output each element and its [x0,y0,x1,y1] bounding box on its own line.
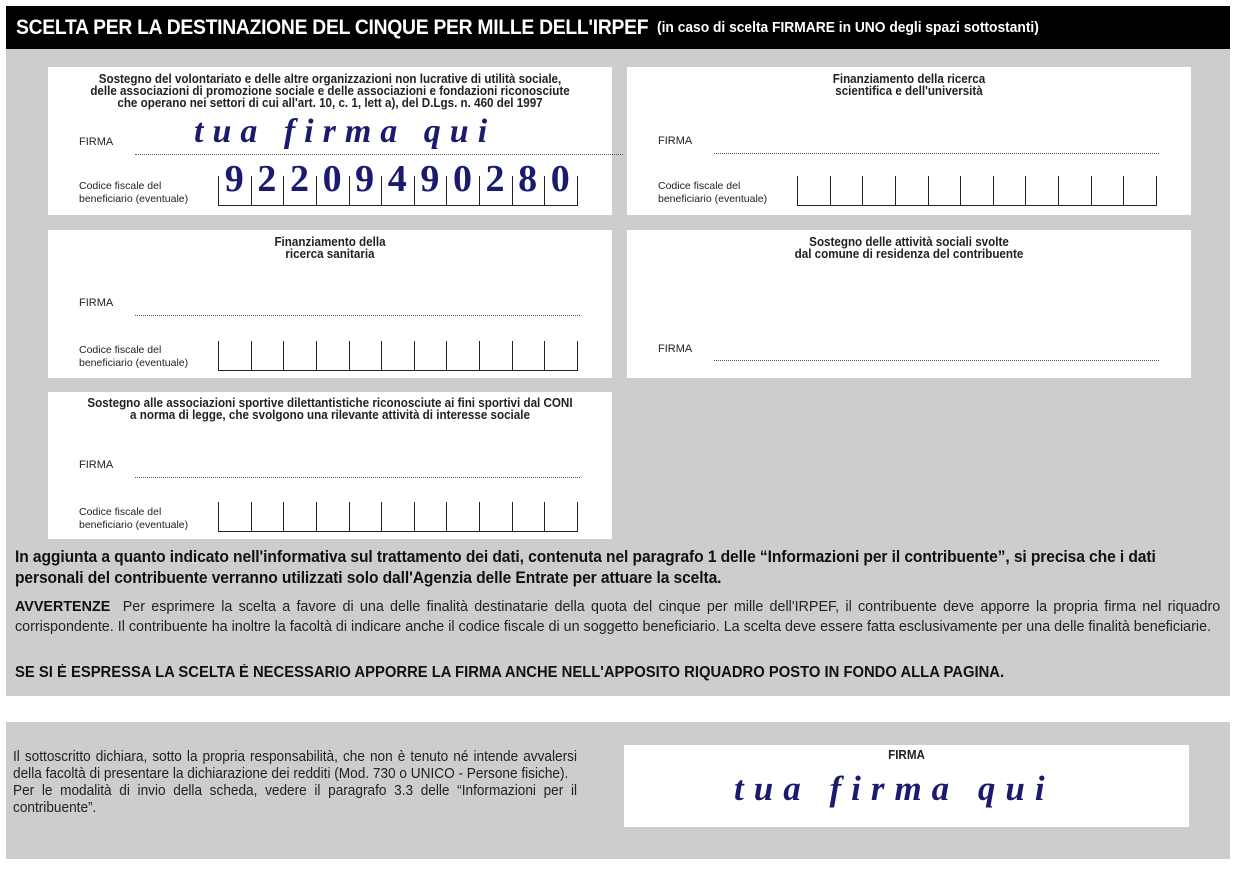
signature-warning: SE SI È ESPRESSA LA SCELTA È NECESSARIO APPORRE LA FIRMA ANCHE NELL'APPOSITO RIQUADRO POSTO IN FONDO ALLA PAGINA. [15,664,1005,681]
firma-label: FIRMA [79,297,114,309]
cf-digit: 2 [289,158,309,200]
final-firma-label: FIRMA [888,748,925,762]
avvertenze-paragraph [15,597,1220,636]
cf-label-line2: beneficiario (eventuale) [79,193,189,205]
cf-label-line2: beneficiario (eventuale) [658,193,768,205]
codice-fiscale-grid[interactable] [797,176,1157,206]
firma-label: FIRMA [79,459,114,471]
form-subtitle: (in caso di scelta FIRMARE in UNO degli spazi sottostanti) [657,19,1040,36]
privacy-info-text: In aggiunta a quanto indicato nell'informativa sul trattamento dei dati, contenuta nel paragrafo 1 delle “Informazioni per il contribuente”, si precisa che i dati personali del contribuente verranno utilizzati solo dall'Agenzia delle Entrate per attuare la scelta. [15,548,1156,587]
cf-label-line1: Codice fiscale del [79,506,162,518]
title-line: Finanziamento della [274,235,386,249]
signature-line[interactable] [714,359,1159,361]
title-line: delle associazioni di promozione sociale e delle associazioni e fondazioni riconosciute [90,84,570,98]
title-line: a norma di legge, che svolgono una rilevante attività di interesse sociale [130,408,530,422]
declaration-paragraph: Per le modalità di invio della scheda, vedere il paragrafo 3.3 delle “Informazioni per il contribuente”. [13,783,577,816]
signature-line[interactable] [135,153,623,155]
firma-label: FIRMA [658,135,693,147]
codice-fiscale-grid[interactable] [218,341,578,371]
cf-digit: 2 [257,158,277,200]
box-attivita-sociali-comune [627,230,1191,378]
title-line: dal comune di residenza del contribuente [794,247,1024,261]
box-volontariato [48,67,612,215]
box-volontariato-title [68,73,593,109]
codice-fiscale-value [218,157,577,201]
box-associazioni-sportive-title [68,397,593,421]
firma-label: FIRMA [79,136,114,148]
signature-text: tua firma qui [190,113,500,151]
title-line: Sostegno del volontariato e delle altre organizzazioni non lucrative di utilità sociale, [98,72,562,86]
title-line: ricerca sanitaria [285,247,375,261]
cf-digit: 0 [452,158,472,200]
codice-fiscale-grid[interactable] [218,502,578,532]
cf-label-line2: beneficiario (eventuale) [79,519,189,531]
cf-digit: 0 [550,158,570,200]
codice-fiscale-label [79,506,188,532]
codice-fiscale-label [79,344,188,370]
declaration-text [13,749,577,817]
declaration-paragraph: Il sottoscritto dichiara, sotto la propria responsabilità, che non è tenuto né intende avvalersi della facoltà di presentare la dichiarazione dei redditi (Mod. 730 o UNICO - Persone fisiche). [13,749,577,782]
title-line: Sostegno delle attività sociali svolte [809,235,1009,249]
cf-label-line1: Codice fiscale del [658,180,741,192]
form-header [6,6,1230,49]
avvertenze-text: Per esprimere la scelta a favore di una delle finalità destinatarie della quota del cinque per mille dell'IRPEF, il contribuente deve apporre la propria firma nel riquadro corrispondente. Il contribuente ha inoltre la facoltà di indicare anche il codice fiscale di un soggetto beneficiario. La scelta deve essere fatta esclusivamente per una delle finalità beneficiarie. [15,598,1221,635]
cf-label-line1: Codice fiscale del [79,180,162,192]
form-title: SCELTA PER LA DESTINAZIONE DEL CINQUE PER MILLE DELL'IRPEF [16,15,649,39]
codice-fiscale-label [658,180,767,206]
cf-label-line2: beneficiario (eventuale) [79,357,189,369]
box-attivita-sociali-title [647,236,1172,260]
box-ricerca-sanitaria-title [68,236,593,260]
signature-line[interactable] [135,476,580,478]
cf-digit: 8 [518,158,538,200]
cf-digit: 9 [420,158,440,200]
signature-line[interactable] [714,152,1159,154]
box-ricerca-scientifica-title [647,73,1172,97]
firma-label: FIRMA [658,343,693,355]
final-signature-text: tua firma qui [734,769,1055,808]
box-associazioni-sportive [48,392,612,539]
title-line: che operano nei settori di cui all'art. 10, c. 1, lett a), del D.Lgs. n. 460 del 1997 [117,96,543,110]
cf-digit: 4 [387,158,407,200]
box-ricerca-scientifica [627,67,1191,215]
cf-digit: 9 [355,158,375,200]
signature-line[interactable] [135,314,580,316]
cf-digit: 9 [224,158,244,200]
codice-fiscale-label [79,180,188,206]
final-signature-box[interactable] [624,745,1189,827]
title-line: Sostegno alle associazioni sportive dilettantistiche riconosciute ai fini sportivi dal CONI [87,396,573,410]
cf-label-line1: Codice fiscale del [79,344,162,356]
cf-digit: 0 [322,158,342,200]
title-line: scientifica e dell'università [835,84,983,98]
box-ricerca-sanitaria [48,230,612,378]
title-line: Finanziamento della ricerca [832,72,986,86]
avvertenze-label: AVVERTENZE [15,598,111,615]
cf-digit: 2 [485,158,505,200]
